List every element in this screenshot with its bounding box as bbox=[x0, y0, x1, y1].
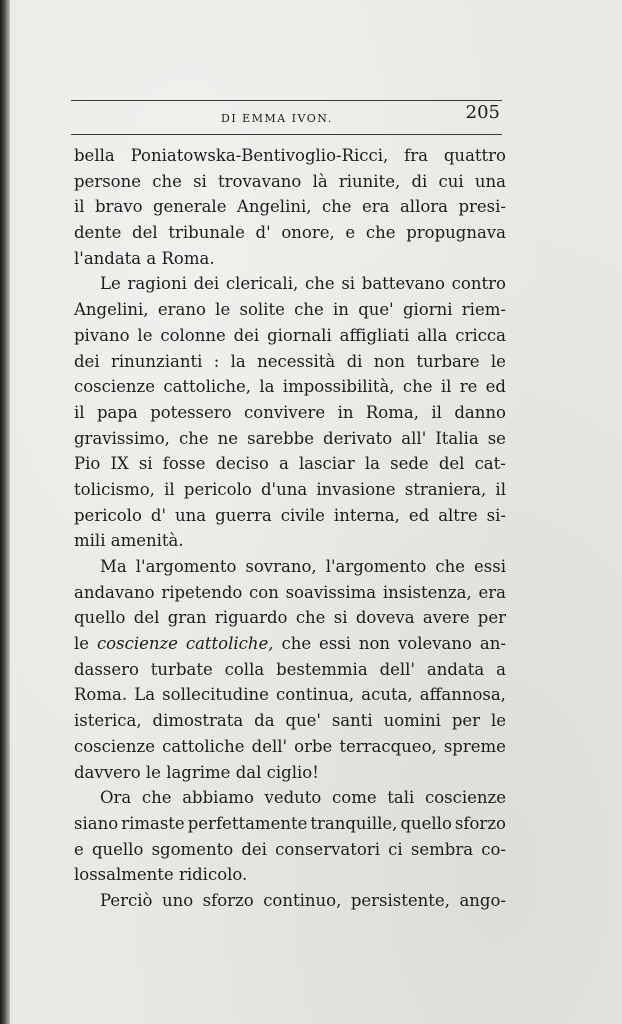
running-head bbox=[71, 102, 502, 128]
header-rule-top bbox=[71, 100, 502, 101]
text-line: l'andata a Roma. bbox=[74, 248, 215, 268]
text-line: persone che si trovavano là riunite, di cui una bbox=[74, 171, 506, 191]
text-line: davvero le lagrime dal ciglio! bbox=[74, 762, 319, 782]
text-line: le coscienze cattoliche, che essi non volevano an- bbox=[74, 634, 506, 654]
text-line: il bravo generale Angelini, che era allora presi- bbox=[74, 197, 506, 217]
text-line: pivano le colonne dei giornali affigliati alla cricca bbox=[74, 325, 506, 345]
text-line: Le ragioni dei clericali, che si battevano contro bbox=[100, 274, 506, 294]
text-line: Ora che abbiamo veduto come tali coscienze bbox=[100, 788, 506, 808]
text-line: Angelini, erano le solite che in que' giorni riem- bbox=[74, 300, 506, 320]
text-line: coscienze cattoliche, la impossibilità, che il re ed bbox=[74, 377, 506, 397]
text-line: siano rimaste perfettamente tranquille, quello sforzo bbox=[74, 813, 506, 833]
text-line: dassero turbate colla bestemmia dell' andata a bbox=[74, 659, 506, 679]
text-line: Roma. La sollecitudine continua, acuta, affannosa, bbox=[74, 685, 506, 705]
page-number: 205 bbox=[465, 102, 500, 123]
text-line: Ma l'argomento sovrano, l'argomento che essi bbox=[100, 557, 506, 576]
text-line: dente del tribunale d' onore, e che propugnava bbox=[74, 223, 506, 243]
body-text bbox=[74, 143, 506, 914]
text-line: bella Poniatowska-Bentivoglio-Ricci, fra quattro bbox=[74, 146, 506, 165]
text-line: quello del gran riguardo che si doveva avere per bbox=[74, 608, 506, 628]
page-gutter-shadow bbox=[0, 0, 10, 1024]
text-line: il papa potessero convivere in Roma, il danno bbox=[74, 402, 506, 422]
text-line: coscienze cattoliche dell' orbe terracqueo, spreme bbox=[74, 736, 506, 756]
text-line: pericolo d' una guerra civile interna, ed altre si- bbox=[74, 505, 506, 525]
header-rule-bottom bbox=[71, 134, 502, 135]
text-line: lossalmente ridicolo. bbox=[74, 865, 248, 885]
text-line: Pio IX si fosse deciso a lasciar la sede del cat- bbox=[74, 454, 506, 474]
text-line: isterica, dimostrata da que' santi uomini per le bbox=[74, 711, 506, 731]
text-line: e quello sgomento dei conservatori ci sembra co- bbox=[74, 839, 506, 859]
text-line: Perciò uno sforzo continuo, persistente, ango- bbox=[100, 890, 506, 910]
text-line: dei rinunzianti : la necessità di non turbare le bbox=[74, 351, 506, 371]
running-title: DI EMMA IVON. bbox=[221, 112, 333, 125]
text-line: mili amenità. bbox=[74, 531, 184, 551]
text-line: tolicismo, il pericolo d'una invasione straniera, il bbox=[74, 479, 506, 499]
text-line: gravissimo, che ne sarebbe derivato all' Italia se bbox=[74, 428, 506, 448]
text-line: andavano ripetendo con soavissima insistenza, era bbox=[74, 582, 506, 602]
